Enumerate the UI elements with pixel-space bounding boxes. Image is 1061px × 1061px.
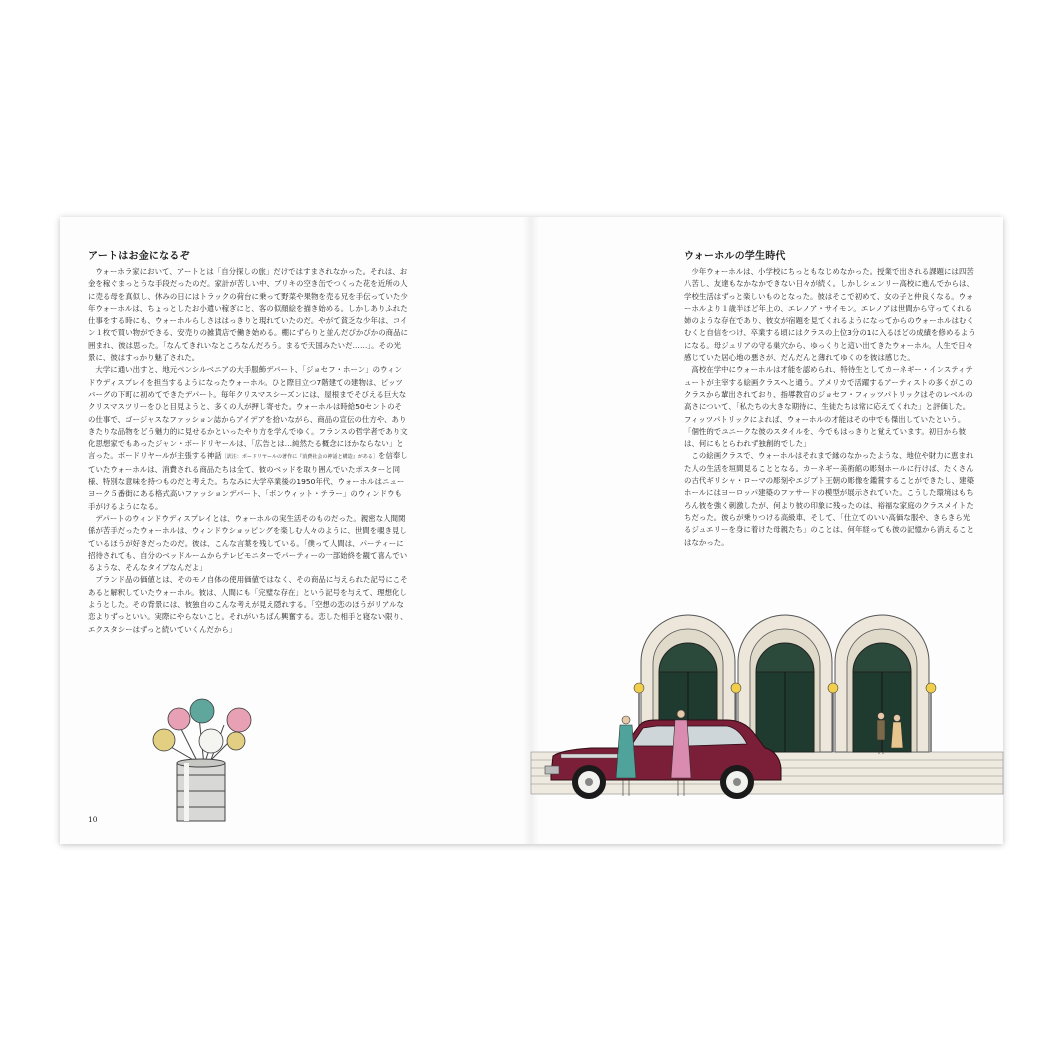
paragraph: ブランド品の価値とは、そのモノ自体の使用価値ではなく、その商品に与えられた記号にこそあると解釈していたウォーホル。彼は、人間にも「完璧な存在」という記号を与えて、理想化しようとした。その背景には、彼独自のこんな考えが見え隠れする。「空想の恋のほうがリアルな恋よりずっといい。実際にやらないこと。それがいちばん興奮する。恋した相手と寝ない限り、エクスタシーはずっと続いていくんだから」 — [88, 575, 408, 634]
book-spread — [60, 217, 1003, 844]
left-page — [60, 217, 531, 844]
tin-can — [177, 759, 225, 821]
paragraph: デパートのウィンドウディスプレイとは、ウォーホルの実生活そのものだった。親密な人間関係が苦手だったウォーホルは、ウィンドウショッピングを楽しむ人々のように、世間を覗き見しているほうが好きだったのだ。彼は、こんな言葉を残している。「僕って人間は、パーティーに招待されても、自分のベッドルームからテレビモニターでパーティーの一部始終を観て喜んでいるような、そんなタイプなんだよ」 — [88, 513, 408, 573]
pink-flower — [168, 708, 190, 730]
body-text — [684, 266, 976, 549]
section-heading: アートはお金になるぞ — [88, 251, 190, 262]
page-number: 10 — [88, 815, 98, 824]
building-car-illustration — [531, 602, 1003, 844]
yellow-flower — [153, 729, 175, 751]
paragraph: 高校在学中にウォーホルは才能を認められ、特待生としてカーネギー・インスティテュートが主宰する絵画クラスへと通う。アメリカで活躍するアーティストの多くがこのクラスから輩出されており、指導教官のジョセフ・フィッツパトリックはそのレベルの高さについて、「私たちの大きな期待に、生徒たちは常に応えてくれた」と評価した。フィッツパトリックによれば、ウォーホルの才能はその中でも傑出していたという。「個性的でユニークな彼のスタイルを、今でもはっきりと覚えています。初日から彼は、何にもとらわれず独創的でした」 — [684, 365, 973, 449]
yellow-flower — [227, 732, 245, 750]
flower-heads — [153, 699, 251, 753]
paragraph: 少年ウォーホルは、小学校にちっともなじめなかった。授業で出される課題には四苦八苦し、友達もなかなかできない日々が続く。しかしシェンリー高校に進んでからは、学校生活はずっと楽しいものとなった。彼はそこで初めて、女の子と仲良くなる。ウォーホルより１歳半ほど年上の、エレノア・サイモン。エレノアは世間から守ってくれる姉のような存在であり、彼女が宿題を見てくれるようになってからのウォーホルはむくむくと自信をつけ、卒業する頃にはクラスの上位3分の1に入るほどの成績を修めるようになる。母ジュリアの守る巣穴から、ゆっくりと這い出てきたウォーホル。人生で日々感じていた居心地の悪さが、だんだんと薄れてゆくのを彼は感じた。 — [684, 267, 976, 363]
section-heading: ウォーホルの学生時代 — [684, 251, 786, 262]
translator-note: ［訳注：ボードリヤールの著作に『消費社会の神話と構造』がある］ — [221, 454, 378, 461]
teal-flower — [190, 699, 214, 723]
right-page — [531, 217, 1003, 844]
paragraph: 大学に通い出すと、地元ペンシルベニアの大手服飾デパート、「ジョセフ・ホーン」のウィンドウディスプレイを担当するようになったウォーホル。ひと際目立つ7階建ての建物は、ピッツバーグの下町に初めてできたデパート。毎年クリスマスシーズンには、屋根までそびえる巨大なクリスマスツリーをひと目見ようと、多くの人が押し寄せた。ウォーホルは時給50セントのその仕事で、ゴージャスなファッション誌からアイデアを拾いながら、商品の宣伝の仕方や、ありきたりな品物をどう魅力的に見せるかといったやり方を学んでゆく。フランスの哲学者であり文化思想家でもあったジャン・ボードリヤールは、「広告とは…純然たる概念にほかならない」と言った。ボードリヤールが主張する神話［訳注：ボードリヤールの著作に『消費社会の神話と構造』がある］を信奉していたウォーホルは、消費される商品たちは全て、彼のベッドを取り囲んでいたポスターと同様、特別な意味を持つものだと考えた。ちなみに大学卒業後の1950年代、ウォーホルはニューヨーク５番街にある格式高いファッションデパート、「ボンウィット・テラー」のウィンドウも手がけるようになる。 — [88, 365, 408, 511]
tin-can-flowers-illustration — [144, 695, 264, 825]
white-flower — [199, 729, 223, 753]
paragraph: この絵画クラスで、ウォーホルはそれまで縁のなかったような、地位や財力に恵まれた人の生活を垣間見ることとなる。カーネギー美術館の彫刻ホールに行けば、たくさんの古代ギリシャ・ローマの彫刻やエジプト王朝の彫像を鑑賞することができたし、建築ホールにはヨーロッパ建築のファサードの模型が展示されていた。こうした環境はもちろん彼を強く刺激したが、何より彼の印象に残ったのは、裕福な家庭のクラスメイトたちだった。彼らが乗りつける高級車、そして、「仕立てのいい高価な服や、きらきら光るジュエリーを身に着けた母親たち」のことは、何年経っても彼の記憶から消えることはなかった。 — [684, 451, 975, 547]
pink-flower — [227, 708, 251, 732]
body-text — [88, 266, 408, 636]
paragraph: ウォーホラ家において、アートとは「自分探しの旅」だけではすまされなかった。それは、お金を稼ぐまっとうな手段だったのだ。家計が苦しい中、ブリキの空き缶でつくった花を近所の人に売る母を真似し、休みの日にはトラックの荷台に乗って野菜や果物を売る兄を手伝っていた少年ウォーホルは、ちょっとしたお小遣い稼ぎにと、客の似顔絵を描き始める。しかしありふれた仕事をする時にも、ウォーホルらしさははっきりと現れていたのだ。やがて貧乏な少年は、コイン１枚で買い物ができる、安売りの雑貨店で働き始める。棚にずらりと並んだぴかぴかの商品に囲まれ、彼は思った。「なんてきれいなところなんだろう。まるで天国みたいだ……」。その光景に、彼はすっかり魅了された。 — [88, 267, 408, 363]
